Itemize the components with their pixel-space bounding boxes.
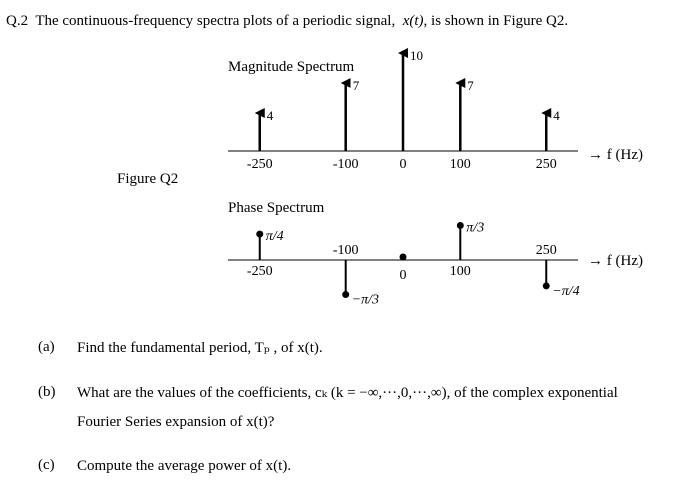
part-label: (b) (38, 384, 56, 400)
phase-value-label: −π/3 (351, 292, 380, 308)
question-tail: , is shown in Figure Q2. (423, 13, 569, 29)
part-text: Compute the average power of x(t). (77, 458, 292, 474)
magnitude-value-label: 4 (266, 108, 274, 123)
phase-value-label: π/3 (466, 220, 485, 236)
phase-stem-marker (342, 291, 349, 298)
phase-tick-label: -100 (332, 243, 359, 258)
magnitude-tick-label: 0 (399, 157, 407, 172)
magnitude-xlabel: → f (Hz) (588, 147, 643, 163)
magnitude-tick-label: -100 (332, 157, 359, 172)
phase-tick-labels (247, 243, 557, 283)
magnitude-title: Magnitude Spectrum (228, 59, 355, 75)
part-text: What are the values of the coefficients, cₖ (k = −∞,···,0,···,∞), of the complex exponential (77, 385, 618, 401)
part-text: Find the fundamental period, Tₚ , of x(t). (77, 340, 323, 356)
part-text: Fourier Series expansion of x(t)? (77, 414, 275, 430)
magnitude-tick-labels (247, 157, 557, 172)
magnitude-tick-label: -250 (246, 157, 273, 172)
magnitude-value-label: 4 (553, 108, 560, 123)
question-signal: x(t) (402, 13, 424, 29)
phase-tick-label: -250 (246, 264, 273, 279)
phase-stem-marker (543, 282, 550, 289)
phase-xlabel: → f (Hz) (588, 253, 643, 269)
part-label: (a) (38, 339, 55, 355)
part-label: (c) (38, 457, 55, 473)
phase-tick-label: 100 (449, 264, 471, 279)
question-intro: The continuous-frequency spectra plots of a periodic signal, (35, 13, 396, 29)
phase-stem-marker (400, 254, 407, 261)
phase-stems (256, 220, 579, 307)
phase-tick-label: 0 (399, 268, 407, 283)
phase-value-label: π/4 (265, 229, 284, 245)
phase-stem-marker (457, 222, 464, 229)
magnitude-value-label: 7 (467, 78, 474, 93)
phase-tick-label: 250 (535, 243, 557, 258)
magnitude-value-label: 10 (410, 48, 423, 63)
phase-value-label: −π/4 (552, 283, 580, 299)
magnitude-tick-label: 100 (449, 157, 471, 172)
phase-stem-marker (256, 231, 263, 238)
phase-title: Phase Spectrum (228, 200, 325, 216)
question-number: Q.2 (6, 13, 29, 29)
magnitude-value-label: 7 (352, 78, 360, 93)
figure-label: Figure Q2 (117, 171, 179, 187)
magnitude-tick-label: 250 (535, 157, 557, 172)
